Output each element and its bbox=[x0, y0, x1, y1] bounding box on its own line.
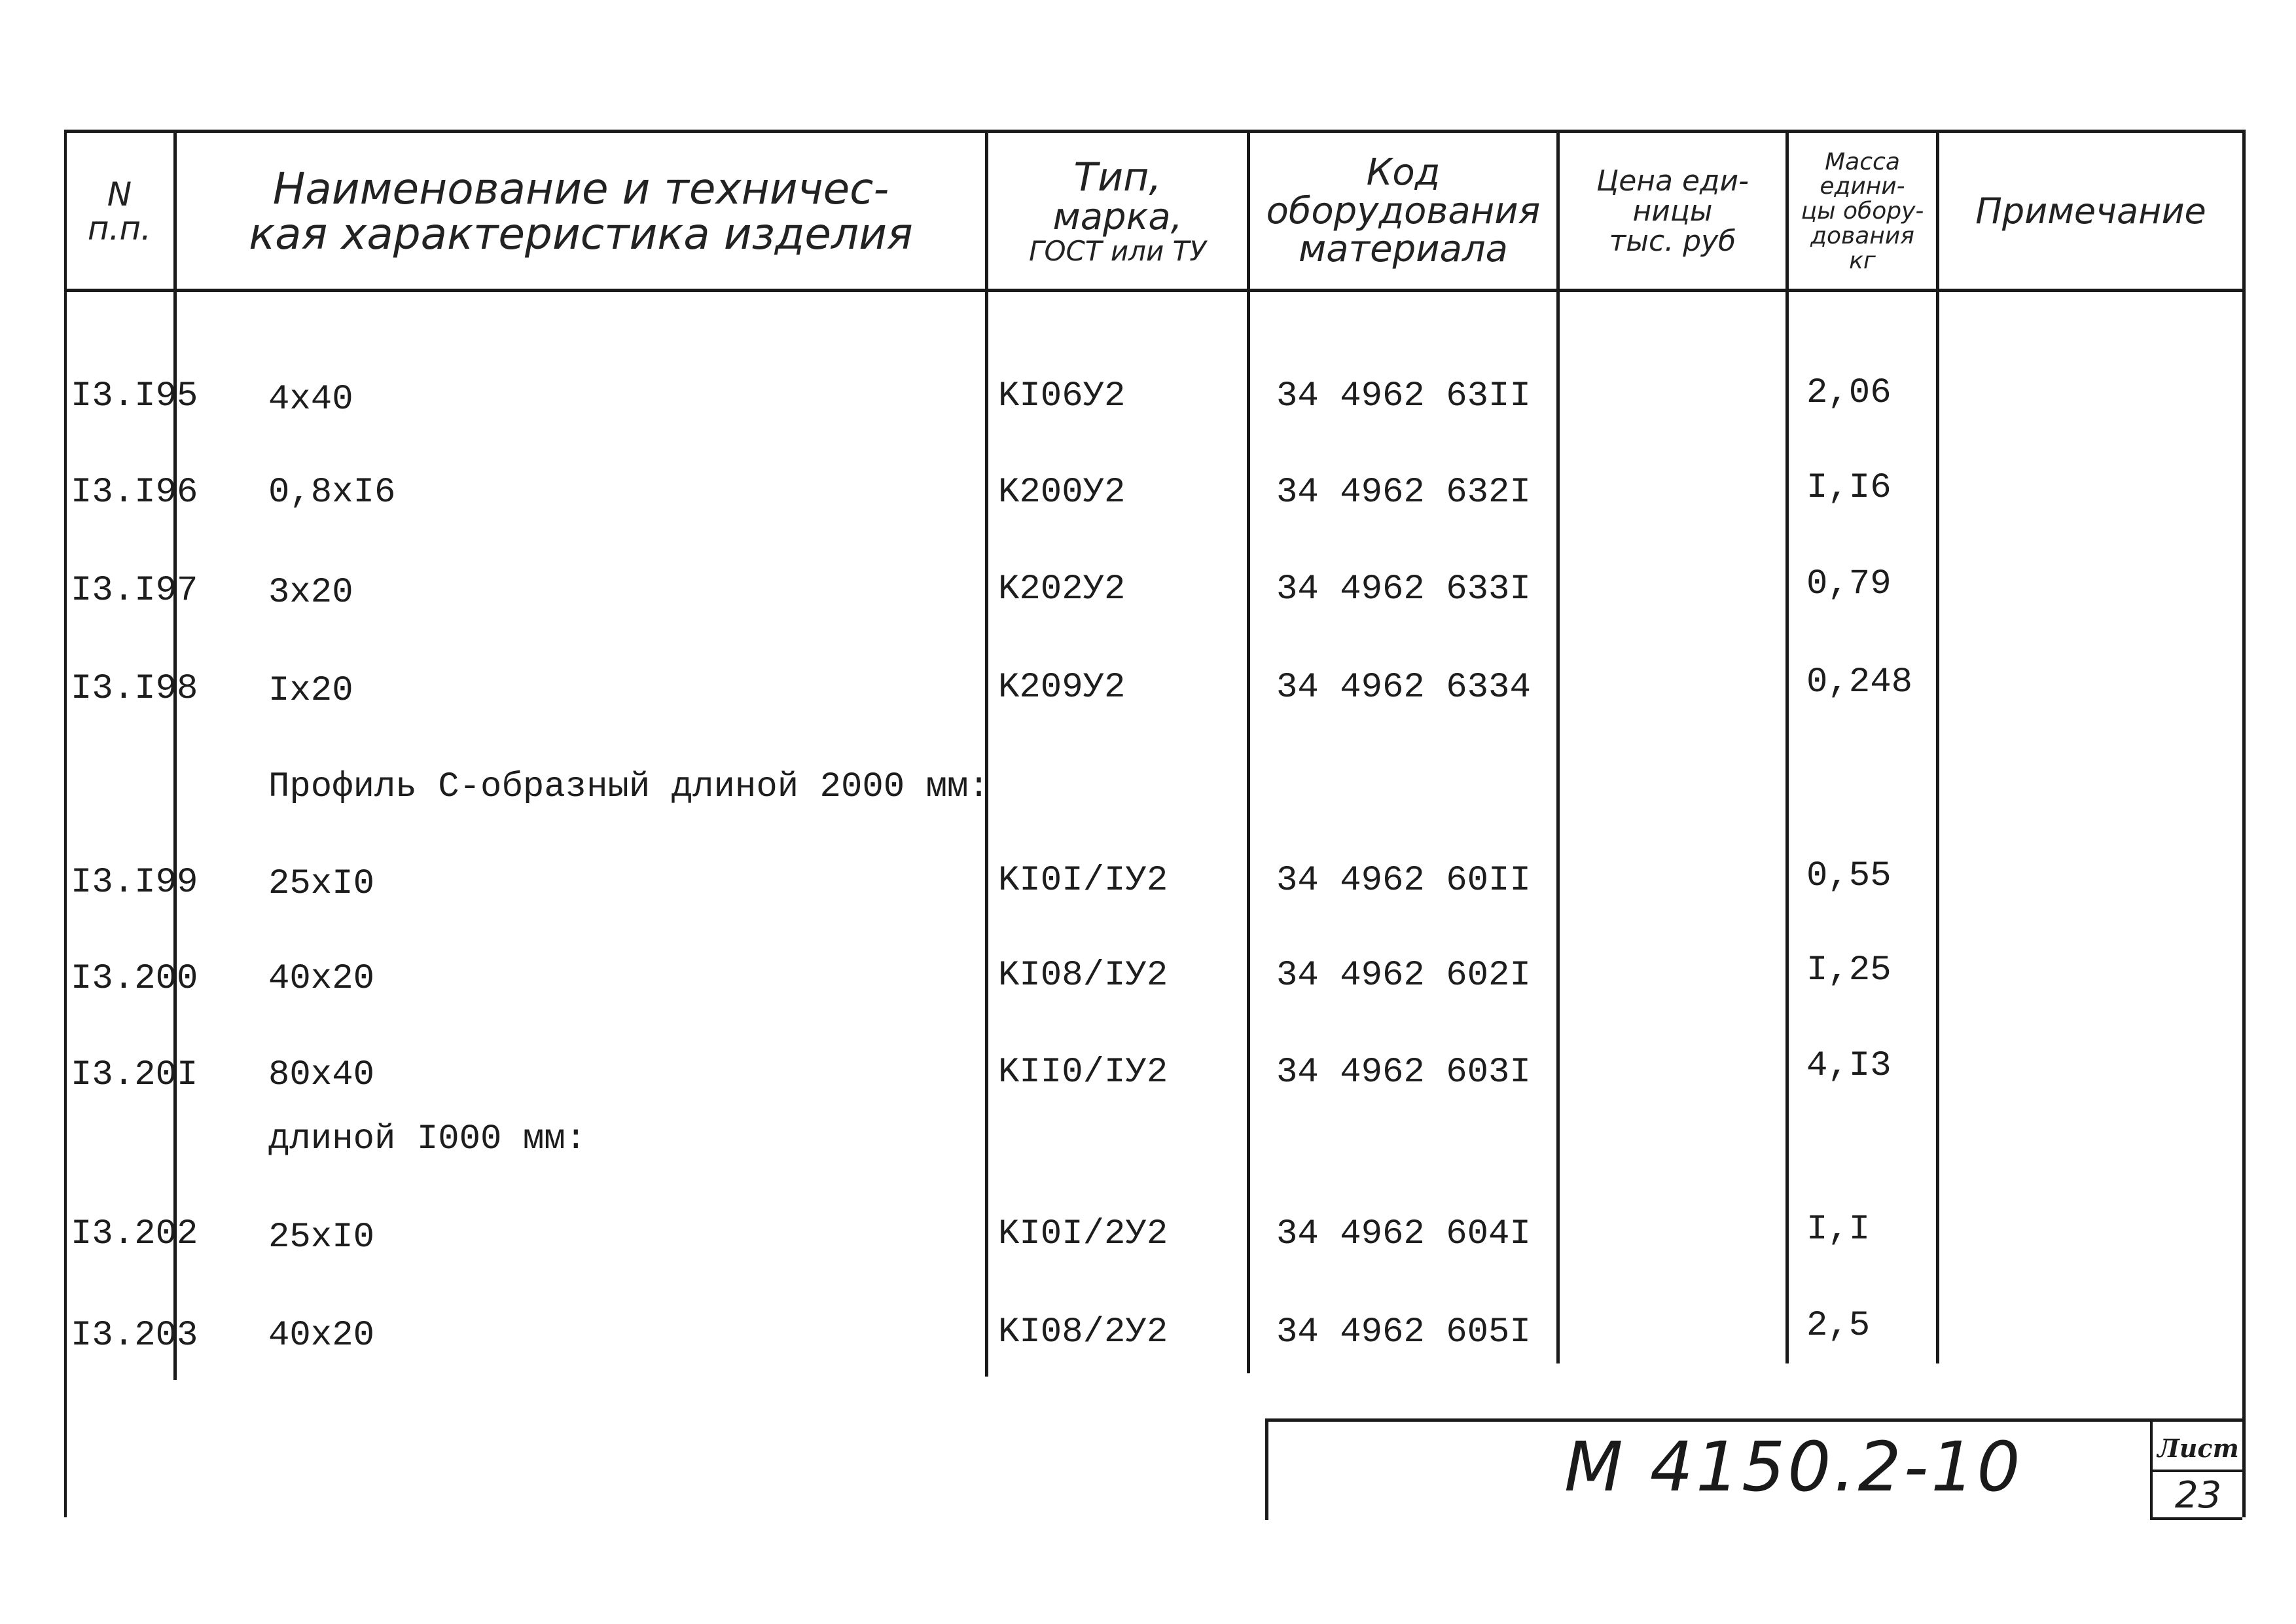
header-name-line1: Наименование и техничес- bbox=[272, 163, 889, 214]
row-10-mass: 2,5 bbox=[1806, 1306, 1871, 1346]
table-right-border bbox=[2242, 130, 2246, 1517]
column-divider-code bbox=[1556, 130, 1560, 1363]
row-9-type: KI0I/2У2 bbox=[998, 1214, 1168, 1254]
row-7-code: 34 4962 603I bbox=[1276, 1053, 1531, 1092]
row-1-num: I3.I96 bbox=[71, 473, 198, 513]
row-7-mass: 4,I3 bbox=[1806, 1046, 1892, 1086]
row-7-name: 80x40 bbox=[268, 1055, 375, 1095]
row-6-mass: I,25 bbox=[1806, 950, 1892, 990]
row-5-name: 25xI0 bbox=[268, 864, 375, 904]
stamp-sheet-midline bbox=[2153, 1470, 2242, 1472]
table-left-border bbox=[64, 130, 67, 1517]
row-0-code: 34 4962 63II bbox=[1276, 376, 1531, 416]
sheet-label: Лист bbox=[2157, 1434, 2239, 1463]
stamp-bottom-border bbox=[2153, 1517, 2242, 1520]
column-divider-price bbox=[1785, 130, 1789, 1363]
header-type-line1: Тип, bbox=[1073, 154, 1162, 201]
column-divider-type bbox=[1247, 130, 1250, 1373]
row-0-type: KI06У2 bbox=[998, 376, 1126, 416]
row-5-type: KI0I/IУ2 bbox=[998, 861, 1168, 901]
row-10-type: KI08/2У2 bbox=[998, 1312, 1168, 1352]
row-0-name: 4x40 bbox=[268, 380, 353, 420]
header-name-line2: кая характеристика изделия bbox=[249, 209, 913, 259]
row-7-type: KII0/IУ2 bbox=[998, 1053, 1168, 1092]
stamp-top-border bbox=[1266, 1418, 2242, 1422]
row-1-mass: I,I6 bbox=[1806, 468, 1892, 508]
header-type-line2: марка, bbox=[1052, 196, 1183, 239]
header-code bbox=[1250, 134, 1556, 289]
row-9-name: 25xI0 bbox=[268, 1218, 375, 1257]
header-bottom-border bbox=[65, 289, 2245, 292]
row-4-section-title: Профиль С-образный длиной 2000 мм: bbox=[268, 767, 990, 807]
header-mass-line5: кг bbox=[1849, 247, 1876, 274]
column-divider-mass bbox=[1936, 130, 1939, 1363]
row-6-name: 40x20 bbox=[268, 959, 375, 999]
header-mass-line2: едини- bbox=[1820, 173, 1905, 200]
row-7-num: I3.20I bbox=[71, 1055, 198, 1095]
header-type-line3: ГОСТ или ТУ bbox=[1029, 234, 1206, 267]
header-price-line3: тыс. руб bbox=[1609, 225, 1736, 259]
row-3-num: I3.I98 bbox=[71, 669, 198, 709]
row-0-num: I3.I95 bbox=[71, 376, 198, 416]
header-mass-line1: Масса bbox=[1825, 148, 1900, 175]
row-9-mass: I,I bbox=[1806, 1210, 1871, 1250]
row-2-mass: 0,79 bbox=[1806, 564, 1892, 604]
row-9-code: 34 4962 604I bbox=[1276, 1214, 1531, 1254]
sheet-number: 23 bbox=[2174, 1474, 2222, 1517]
header-price-line2: ницы bbox=[1632, 194, 1713, 228]
row-6-num: I3.200 bbox=[71, 959, 198, 999]
header-code-line3: материала bbox=[1298, 228, 1508, 271]
header-note bbox=[1939, 134, 2242, 289]
row-1-type: K200У2 bbox=[998, 473, 1126, 513]
row-0-mass: 2,06 bbox=[1806, 373, 1892, 413]
stamp-left-border bbox=[1265, 1418, 1268, 1520]
header-code-line2: оборудования bbox=[1266, 189, 1541, 232]
row-3-code: 34 4962 6334 bbox=[1276, 668, 1531, 708]
header-mass-text bbox=[1789, 137, 1936, 285]
row-6-type: KI08/IУ2 bbox=[998, 956, 1168, 996]
header-name bbox=[177, 134, 985, 289]
header-price-line1: Цена еди- bbox=[1596, 164, 1749, 198]
header-mass-line4: дования bbox=[1810, 222, 1914, 249]
row-6-code: 34 4962 602I bbox=[1276, 956, 1531, 996]
row-2-code: 34 4962 633I bbox=[1276, 569, 1531, 609]
header-note-line1: Примечание bbox=[1975, 190, 2206, 232]
row-5-num: I3.I99 bbox=[71, 863, 198, 903]
column-divider-num bbox=[173, 130, 177, 1380]
row-3-name: Ix20 bbox=[268, 671, 353, 711]
row-1-name: 0,8xI6 bbox=[268, 473, 396, 513]
header-num-line1: N bbox=[107, 175, 132, 213]
row-5-mass: 0,55 bbox=[1806, 856, 1892, 896]
header-num bbox=[65, 134, 173, 289]
header-mass-line3: цы обору- bbox=[1801, 198, 1924, 225]
row-10-code: 34 4962 605I bbox=[1276, 1312, 1531, 1352]
row-2-type: K202У2 bbox=[998, 569, 1126, 609]
row-10-name: 40x20 bbox=[268, 1316, 375, 1356]
table-top-border bbox=[65, 130, 2245, 133]
header-num-line2: п.п. bbox=[87, 209, 152, 247]
row-2-num: I3.I97 bbox=[71, 571, 198, 611]
row-10-num: I3.203 bbox=[71, 1316, 198, 1356]
row-9-num: I3.202 bbox=[71, 1214, 198, 1254]
header-code-line1: Код bbox=[1366, 151, 1441, 194]
row-8-section-title: длиной I000 мм: bbox=[268, 1119, 587, 1159]
row-5-code: 34 4962 60II bbox=[1276, 861, 1531, 901]
column-divider-name bbox=[985, 130, 988, 1377]
row-2-name: 3x20 bbox=[268, 573, 353, 613]
row-3-mass: 0,248 bbox=[1806, 662, 1913, 702]
header-type bbox=[988, 134, 1247, 289]
document-number: M 4150.2-10 bbox=[1564, 1427, 2023, 1507]
row-3-type: K209У2 bbox=[998, 668, 1126, 708]
header-price bbox=[1560, 134, 1785, 289]
row-1-code: 34 4962 632I bbox=[1276, 473, 1531, 513]
